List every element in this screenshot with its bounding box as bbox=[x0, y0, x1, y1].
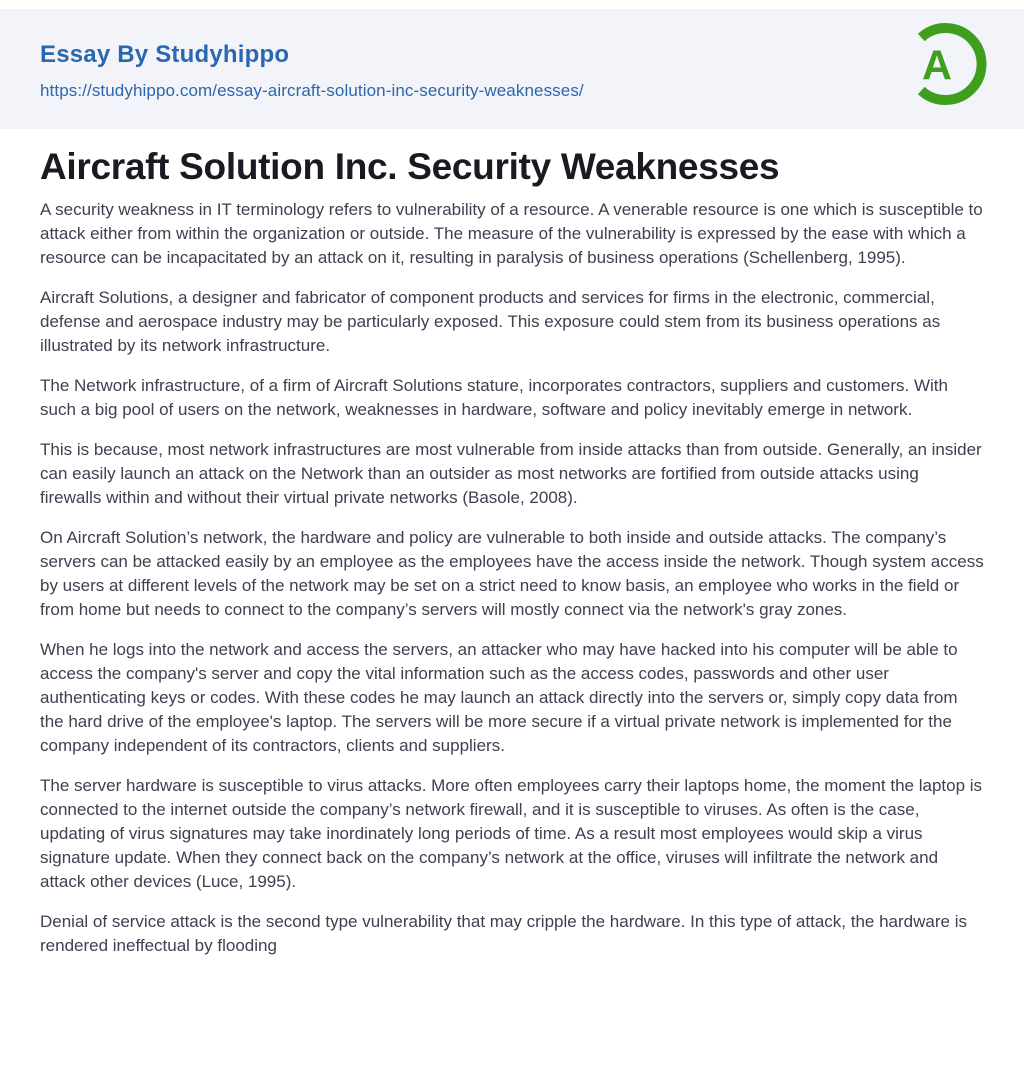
essay-paragraph: Denial of service attack is the second type vulnerability that may cripple the hardware. In this type of attack, the hardware is rendered ineffectual by flooding bbox=[40, 912, 967, 955]
essay-paragraph: A security weakness in IT terminology refers to vulnerability of a resource. A venerable resource is one which is susceptible to attack either from within the organization or outside. The measure of the vulnerability is expressed by the ease with which a resource can be incapacitated by an attack on it, resulting in paralysis of business operations (Schellenberg, 1995). bbox=[40, 200, 983, 267]
studyhippo-logo-icon[interactable] bbox=[901, 19, 991, 109]
page-header bbox=[0, 9, 1024, 129]
page-title: Aircraft Solution Inc. Security Weaknesses bbox=[40, 146, 780, 187]
source-url-link[interactable]: https://studyhippo.com/essay-aircraft-solution-inc-security-weaknesses/ bbox=[40, 81, 584, 100]
essay-paragraph: On Aircraft Solution’s network, the hardware and policy are vulnerable to both inside and outside attacks. The company’s servers can be attacked easily by an employee as the employees have the access inside the network. Though system access by users at different levels of the network may be set on a strict need to know basis, an employee who works in the field or from home but needs to connect to the company’s servers will mostly connect via the network's gray zones. bbox=[40, 528, 984, 619]
logo-letter: A bbox=[922, 42, 952, 89]
essay-body bbox=[40, 198, 984, 958]
essay-paragraph: The Network infrastructure, of a firm of Aircraft Solutions stature, incorporates contractors, suppliers and customers. With such a big pool of users on the network, weaknesses in hardware, software and policy inevitably emerge in network. bbox=[40, 376, 948, 419]
essay-article bbox=[0, 145, 1024, 958]
essay-paragraph: Aircraft Solutions, a designer and fabricator of component products and services for firms in the electronic, commercial, defense and aerospace industry may be particularly exposed. This exposure could stem from its business operations as illustrated by its network infrastructure. bbox=[40, 288, 941, 355]
essay-paragraph: The server hardware is susceptible to virus attacks. More often employees carry their laptops home, the moment the laptop is connected to the internet outside the company’s network firewall, and it is susceptible to viruses. As often is the case, updating of virus signatures may take inordinately long periods of time. As a result most employees would skip a virus signature update. When they connect back on the company’s network at the office, viruses will infiltrate the network and attack other devices (Luce, 1995). bbox=[40, 776, 983, 891]
essay-paragraph: This is because, most network infrastructures are most vulnerable from inside attacks than from outside. Generally, an insider can easily launch an attack on the Network than an outsider as most networks are fortified from outside attacks using firewalls within and without their virtual private networks (Basole, 2008). bbox=[40, 440, 982, 507]
essay-paragraph: When he logs into the network and access the servers, an attacker who may have hacked into his computer will be able to access the company's server and copy the vital information such as the access codes, passwords and other user authenticating keys or codes. With these codes he may launch an attack directly into the servers or, simply copy data from the hard drive of the employee's laptop. The servers will be more secure if a virtual private network is implemented for the company independent of its contractors, clients and suppliers. bbox=[40, 640, 958, 755]
brand-title[interactable]: Essay By Studyhippo bbox=[40, 41, 290, 68]
